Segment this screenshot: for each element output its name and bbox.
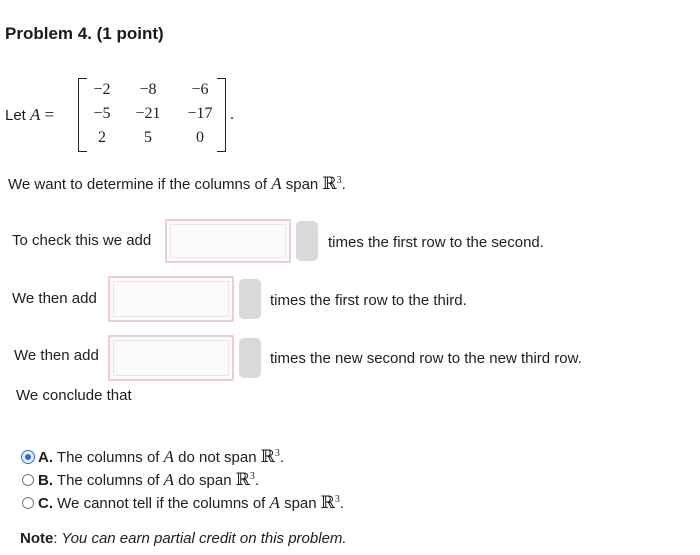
note-text: You can earn partial credit on this problem. <box>57 530 347 547</box>
matrix-statement <box>5 105 54 125</box>
choice-text: do span <box>174 472 236 489</box>
goal-var: A <box>271 174 282 193</box>
matrix-cell: −6 <box>191 81 209 98</box>
goal-end: . <box>341 176 346 193</box>
choice-text: do not span <box>174 449 261 466</box>
choice-end: . <box>254 472 260 489</box>
exponent: 3 <box>274 448 280 459</box>
matrix-cell: 0 <box>196 129 204 146</box>
choice-b-radio[interactable] <box>22 474 34 486</box>
choice-c-label[interactable] <box>38 493 344 513</box>
matrix-cell: −5 <box>93 105 111 122</box>
choice-text: The columns of <box>56 472 164 489</box>
equals-sign: = <box>40 105 55 124</box>
choice-end: . <box>279 449 285 466</box>
step-1-preview-button[interactable] <box>296 221 318 261</box>
step-1-prefix: To check this we add <box>12 232 152 249</box>
exponent: 3 <box>249 471 255 482</box>
choice-letter: C. <box>38 495 53 512</box>
note-colon: : <box>53 530 58 547</box>
partial-credit-note <box>20 530 347 547</box>
choice-text: span <box>279 495 321 512</box>
real-space-symbol: ℝ <box>235 470 250 489</box>
real-space-symbol: ℝ <box>322 174 337 193</box>
step-2-suffix: times the first row to the third. <box>270 292 467 309</box>
goal-prefix: We want to determine if the columns of <box>8 176 272 193</box>
choice-var: A <box>269 493 280 512</box>
choice-var: A <box>163 470 175 489</box>
choice-a-label[interactable] <box>38 447 284 467</box>
step-2-answer-input[interactable] <box>108 276 234 322</box>
choice-c-radio[interactable] <box>22 497 34 509</box>
choice-a-radio[interactable] <box>22 451 34 463</box>
choice-letter: B. <box>38 472 53 489</box>
step-3-preview-button[interactable] <box>239 338 261 378</box>
goal-mid: span <box>281 176 323 193</box>
let-text: Let <box>5 107 31 124</box>
step-3-answer-input[interactable] <box>108 335 234 381</box>
conclusion-label: We conclude that <box>16 387 132 404</box>
choice-text: The columns of <box>56 449 164 466</box>
real-space-symbol: ℝ <box>260 447 275 466</box>
step-3-prefix: We then add <box>14 347 99 364</box>
matrix-cell: −2 <box>93 81 111 98</box>
choice-b-label[interactable] <box>38 470 259 490</box>
choice-var: A <box>163 447 175 466</box>
step-1-answer-input[interactable] <box>165 219 291 263</box>
matrix-cell: 2 <box>98 129 106 146</box>
step-3-suffix: times the new second row to the new third row. <box>270 350 582 367</box>
step-2-preview-button[interactable] <box>239 279 261 319</box>
matrix-cell: −8 <box>139 81 157 98</box>
matrix-cell: −17 <box>187 105 213 122</box>
step-2-prefix: We then add <box>12 290 97 307</box>
note-label: Note <box>20 530 54 547</box>
exponent: 3 <box>336 175 342 186</box>
choice-text: We cannot tell if the columns of <box>57 495 270 512</box>
matrix-cell: −21 <box>135 105 161 122</box>
choice-end: . <box>339 495 345 512</box>
matrix-period: . <box>230 106 234 123</box>
real-space-symbol: ℝ <box>320 493 335 512</box>
matrix-cell: 5 <box>144 129 152 146</box>
goal-statement <box>8 174 346 194</box>
exponent: 3 <box>334 494 340 505</box>
matrix-A <box>78 78 226 150</box>
choice-letter: A. <box>38 449 53 466</box>
problem-title: Problem 4. (1 point) <box>5 24 164 43</box>
matrix-var: A <box>30 105 41 124</box>
step-1-suffix: times the first row to the second. <box>328 234 544 251</box>
